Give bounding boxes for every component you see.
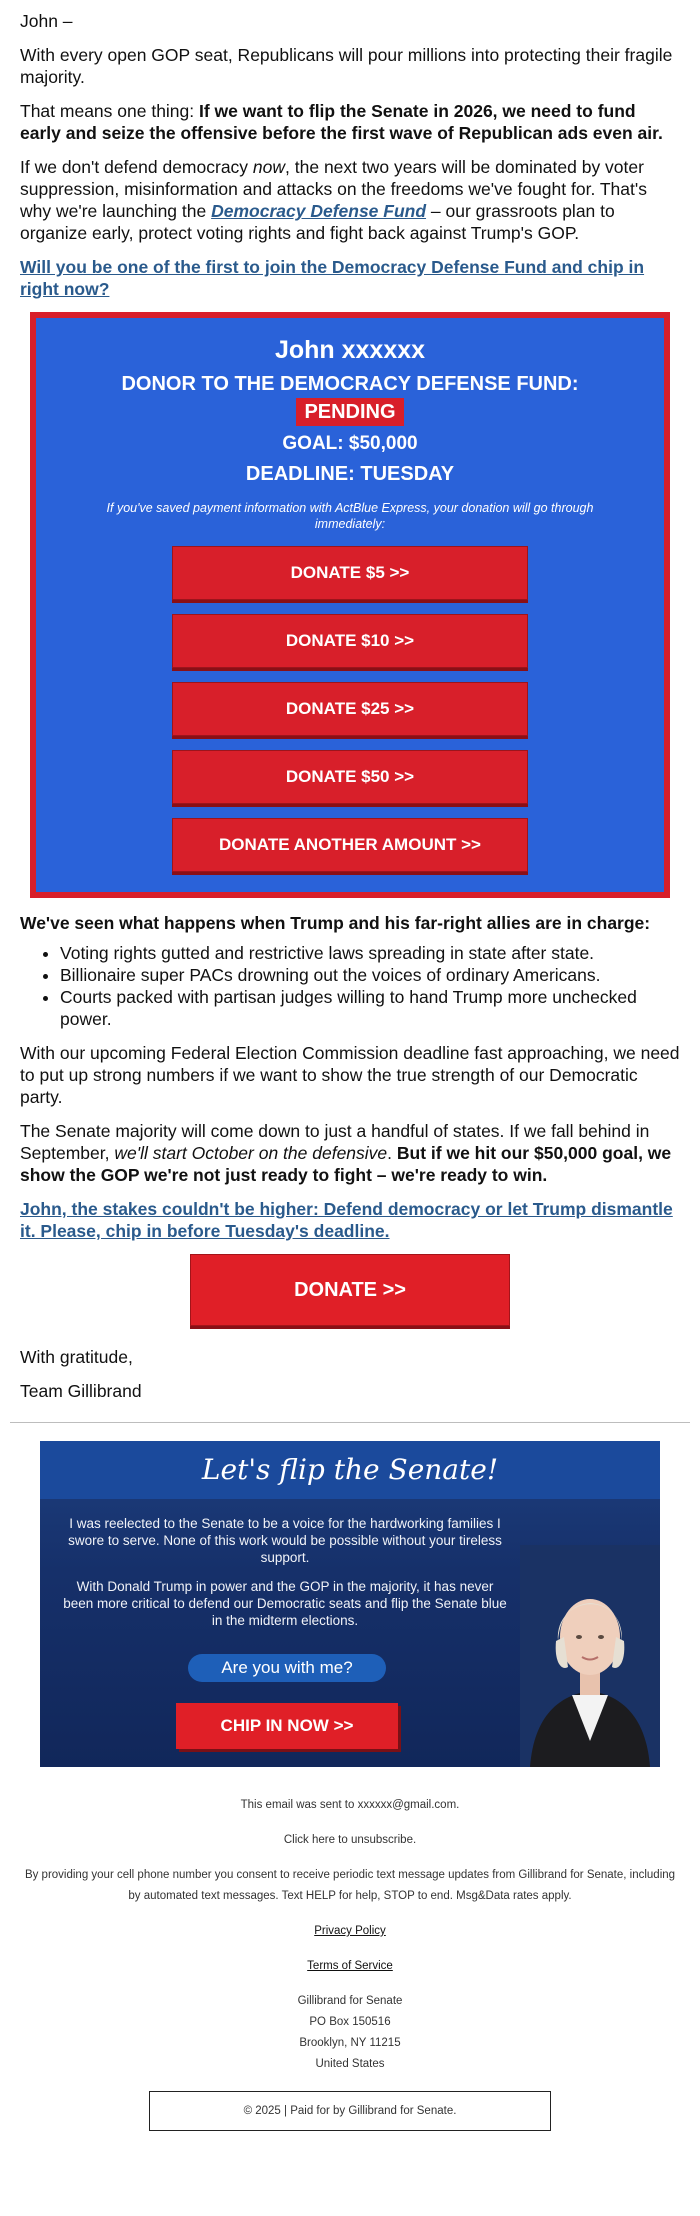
- address-line: Brooklyn, NY 11215: [299, 2037, 401, 2049]
- donate-button[interactable]: DONATE >>: [190, 1254, 510, 1326]
- chip-in-button[interactable]: CHIP IN NOW >>: [176, 1703, 398, 1749]
- paragraph-fund-early: [20, 100, 680, 144]
- bold-text: But if we hit our $50,000 goal, we show the GOP we're not just ready to fight – we're ready to win.: [20, 1143, 672, 1185]
- donate-10-button[interactable]: DONATE $10 >>: [172, 614, 528, 668]
- privacy-policy-link[interactable]: Privacy Policy: [314, 1925, 386, 1937]
- deadline-text: DEADLINE: TUESDAY: [245, 463, 455, 485]
- banner-message: [60, 1515, 510, 1641]
- democracy-defense-fund-link[interactable]: Democracy Defense Fund: [211, 201, 427, 221]
- list-item: • Voting rights gutted and restrictive laws spreading in state after state.: [60, 942, 680, 964]
- email-body-continued: [0, 912, 700, 1402]
- banner-script-title: Let's flip the Senate!: [40, 1441, 660, 1499]
- donate-5-button[interactable]: DONATE $5 >>: [172, 546, 528, 600]
- cta-link-join-fund[interactable]: Will you be one of the first to join the Democracy Defense Fund and chip in right now?: [20, 257, 645, 299]
- address-line: Gillibrand for Senate: [297, 1995, 403, 2007]
- sent-to-text: This email was sent to xxxxxx@gmail.com.: [240, 1799, 460, 1811]
- signature: Team Gillibrand: [20, 1381, 142, 1401]
- donor-name: John xxxxxx: [274, 336, 426, 364]
- paid-for-disclaimer: © 2025 | Paid for by Gillibrand for Senate.: [149, 2091, 551, 2131]
- text-span: If we don't defend democracy: [20, 157, 253, 177]
- greeting: John –: [20, 11, 73, 31]
- donor-status-box: [30, 312, 670, 898]
- banner-paragraph: I was reelected to the Senate to be a voice for the hardworking families I swore to serve. None of this work would be possible without your tireless support.: [68, 1516, 502, 1565]
- text-span: .: [387, 1143, 397, 1163]
- list-item: • Courts packed with partisan judges willing to hand Trump more unchecked power.: [60, 986, 680, 1030]
- signoff: With gratitude,: [20, 1347, 133, 1367]
- text-span: – our grassroots plan to organize early, protect voting rights and fight back against Trump's GOP.: [20, 201, 615, 243]
- harms-list: [20, 942, 680, 1030]
- actblue-note: If you've saved payment information with ActBlue Express, your donation will go through immediately:: [106, 501, 594, 531]
- text-span: , the next two years will be dominated by voter suppression, misinformation and attacks on the freedoms we've fought for. That's why we're launching the: [20, 157, 647, 221]
- list-item: • Billionaire super PACs drowning out the voices of ordinary Americans.: [60, 964, 680, 986]
- italic-text: we'll start October on the defensive: [114, 1143, 388, 1163]
- status-badge: PENDING: [296, 398, 403, 426]
- goal-text: GOAL: $50,000: [282, 433, 418, 454]
- address-line: PO Box 150516: [309, 2016, 391, 2028]
- paragraph-fec-deadline: With our upcoming Federal Election Commission deadline fast approaching, we need to put up strong numbers if we want to show the true strength of our Democratic party.: [20, 1043, 680, 1107]
- mailing-address: [20, 1991, 680, 2075]
- donor-fund-label: DONOR TO THE DEMOCRACY DEFENSE FUND:: [121, 373, 579, 395]
- donate-25-button[interactable]: DONATE $25 >>: [172, 682, 528, 736]
- candidate-portrait: [520, 1545, 660, 1767]
- unsubscribe-link[interactable]: Click here to unsubscribe.: [283, 1834, 417, 1846]
- terms-of-service-link[interactable]: Terms of Service: [307, 1960, 393, 1972]
- text-span: That means one thing:: [20, 101, 199, 121]
- banner-question: Are you with me?: [188, 1654, 386, 1682]
- bold-text: If we want to flip the Senate in 2026, we need to fund early and seize the offensive before the first wave of Republican ads even air.: [20, 101, 663, 143]
- text-span: The Senate majority will come down to just a handful of states. If we fall behind in September,: [20, 1121, 650, 1163]
- footer: [0, 1767, 700, 2161]
- divider: [10, 1422, 690, 1423]
- address-line: United States: [315, 2058, 385, 2070]
- paragraph-defend-democracy: [20, 156, 680, 244]
- email-body: [0, 0, 700, 300]
- donate-50-button[interactable]: DONATE $50 >>: [172, 750, 528, 804]
- paragraph-senate-majority: [20, 1120, 680, 1186]
- section-heading: We've seen what happens when Trump and his far-right allies are in charge:: [20, 913, 651, 933]
- donate-other-amount-button[interactable]: DONATE ANOTHER AMOUNT >>: [172, 818, 528, 872]
- cta-link-stakes[interactable]: John, the stakes couldn't be higher: Defend democracy or let Trump dismantle it. Please, chip in before Tuesday's deadline.: [20, 1199, 673, 1241]
- italic-text: now: [252, 157, 286, 177]
- sms-disclaimer: By providing your cell phone number you consent to receive periodic text message updates from Gillibrand for Senate, including by automated text messages. Text HELP for help, STOP to end. Msg&Data rates apply.: [24, 1869, 676, 1902]
- promo-banner[interactable]: [40, 1441, 660, 1767]
- paragraph-intro: With every open GOP seat, Republicans will pour millions into protecting their fragile majority.: [20, 45, 673, 87]
- banner-paragraph: With Donald Trump in power and the GOP in the majority, it has never been more critical to defend our Democratic seats and flip the Senate blue in the midterm elections.: [63, 1579, 507, 1628]
